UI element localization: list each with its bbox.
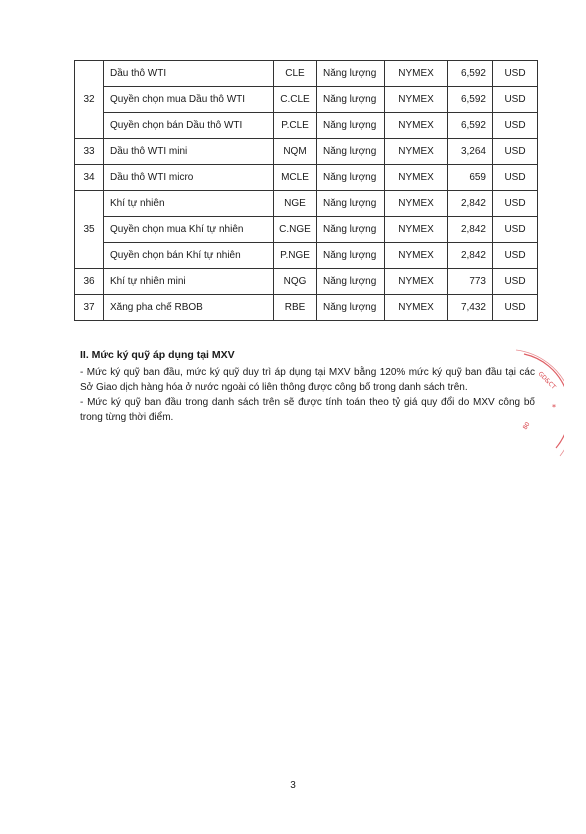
product-code: P.CLE	[274, 113, 317, 139]
section-2	[80, 348, 535, 425]
table-row	[75, 139, 538, 165]
product-name: Quyền chọn bán Khí tự nhiên	[104, 243, 274, 269]
product-group: Năng lượng	[317, 139, 385, 165]
exchange: NYMEX	[385, 217, 448, 243]
margin-value: 3,264	[448, 139, 493, 165]
table-row	[75, 165, 538, 191]
product-group: Năng lượng	[317, 217, 385, 243]
currency: USD	[493, 295, 538, 321]
margin-value: 6,592	[448, 87, 493, 113]
row-number: 37	[75, 295, 104, 321]
product-group: Năng lượng	[317, 191, 385, 217]
table-row	[75, 243, 538, 269]
product-group: Năng lượng	[317, 61, 385, 87]
row-number: 33	[75, 139, 104, 165]
currency: USD	[493, 243, 538, 269]
currency: USD	[493, 139, 538, 165]
stamp-star-icon: *	[552, 403, 556, 412]
table-row	[75, 113, 538, 139]
product-code: C.NGE	[274, 217, 317, 243]
currency: USD	[493, 269, 538, 295]
row-number: 34	[75, 165, 104, 191]
currency: USD	[493, 165, 538, 191]
product-name: Quyền chọn mua Khí tự nhiên	[104, 217, 274, 243]
product-code: NGE	[274, 191, 317, 217]
margin-value: 6,592	[448, 61, 493, 87]
margin-value: 2,842	[448, 191, 493, 217]
exchange: NYMEX	[385, 191, 448, 217]
stamp-number: 80	[521, 420, 532, 431]
product-group: Năng lượng	[317, 295, 385, 321]
exchange: NYMEX	[385, 295, 448, 321]
product-code: P.NGE	[274, 243, 317, 269]
product-code: NQM	[274, 139, 317, 165]
section-paragraph: - Mức ký quỹ ban đầu trong danh sách trên sẽ được tính toán theo tỷ giá quy đổi do MXV công bố trong từng thời điểm.	[80, 397, 535, 423]
red-seal-stamp	[514, 348, 564, 458]
currency: USD	[493, 191, 538, 217]
exchange: NYMEX	[385, 165, 448, 191]
product-group: Năng lượng	[317, 243, 385, 269]
row-number: 35	[75, 191, 104, 269]
currency: USD	[493, 217, 538, 243]
exchange: NYMEX	[385, 243, 448, 269]
page-number: 3	[290, 780, 296, 791]
section-paragraph: - Mức ký quỹ ban đầu, mức ký quỹ duy trì áp dụng tại MXV bằng 120% mức ký quỹ ban đầu tại các Sở Giao dịch hàng hóa ở nước ngoài có liên thông được công bố trong danh sách trên.	[80, 367, 535, 393]
margin-value: 773	[448, 269, 493, 295]
product-name: Dầu thô WTI	[104, 61, 274, 87]
product-name: Khí tự nhiên	[104, 191, 274, 217]
product-name: Quyền chọn mua Dầu thô WTI	[104, 87, 274, 113]
exchange: NYMEX	[385, 61, 448, 87]
product-code: MCLE	[274, 165, 317, 191]
margin-table	[74, 60, 538, 321]
table-row	[75, 269, 538, 295]
exchange: NYMEX	[385, 269, 448, 295]
product-code: C.CLE	[274, 87, 317, 113]
margin-value: 659	[448, 165, 493, 191]
margin-value: 2,842	[448, 243, 493, 269]
currency: USD	[493, 113, 538, 139]
currency: USD	[493, 61, 538, 87]
margin-value: 2,842	[448, 217, 493, 243]
currency: USD	[493, 87, 538, 113]
product-group: Năng lượng	[317, 269, 385, 295]
product-name: Quyền chọn bán Dầu thô WTI	[104, 113, 274, 139]
stamp-text: GD&CT	[536, 370, 557, 391]
exchange: NYMEX	[385, 87, 448, 113]
margin-value: 6,592	[448, 113, 493, 139]
table-row	[75, 87, 538, 113]
product-name: Khí tự nhiên mini	[104, 269, 274, 295]
product-name: Xăng pha chế RBOB	[104, 295, 274, 321]
table-row	[75, 295, 538, 321]
product-group: Năng lượng	[317, 113, 385, 139]
product-group: Năng lượng	[317, 87, 385, 113]
exchange: NYMEX	[385, 139, 448, 165]
table-row	[75, 61, 538, 87]
section-heading: II. Mức ký quỹ áp dụng tại MXV	[80, 349, 235, 361]
table-row	[75, 191, 538, 217]
exchange: NYMEX	[385, 113, 448, 139]
product-code: NQG	[274, 269, 317, 295]
product-code: CLE	[274, 61, 317, 87]
row-number: 36	[75, 269, 104, 295]
row-number: 32	[75, 61, 104, 139]
product-name: Dầu thô WTI micro	[104, 165, 274, 191]
product-group: Năng lượng	[317, 165, 385, 191]
table-row	[75, 217, 538, 243]
product-code: RBE	[274, 295, 317, 321]
product-name: Dầu thô WTI mini	[104, 139, 274, 165]
margin-value: 7,432	[448, 295, 493, 321]
